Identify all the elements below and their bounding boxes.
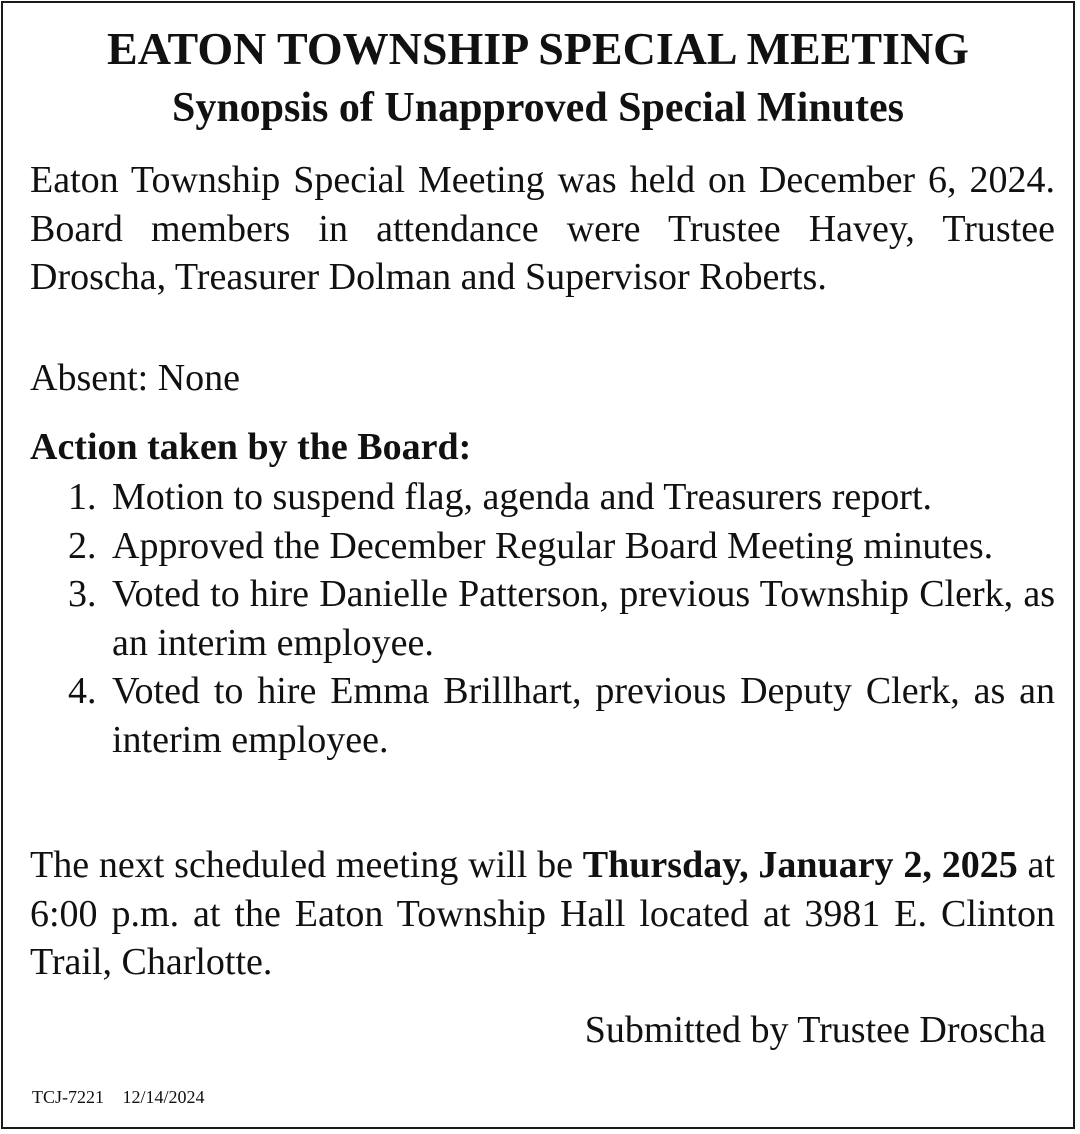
action-text: Voted to hire Emma Brillhart, previous Deputy Clerk, as an interim employee.: [112, 670, 1055, 761]
next-meeting-date: Thursday, January 2, 2025: [582, 844, 1018, 886]
action-item: [30, 570, 1055, 667]
publication-date: 12/14/2024: [122, 1087, 205, 1107]
action-item: [30, 667, 1055, 764]
legal-notice: [1, 1, 1075, 1129]
action-number: 2.: [68, 524, 97, 567]
next-meeting-prefix: The next scheduled meeting will be: [30, 844, 583, 886]
action-item: [30, 522, 1055, 571]
publication-footer: [32, 1085, 205, 1109]
action-heading: Action taken by the Board:: [30, 426, 472, 468]
action-text: Approved the December Regular Board Meeting minutes.: [112, 524, 994, 567]
action-text: Voted to hire Danielle Patterson, previous Township Clerk, as an interim employee.: [112, 573, 1055, 664]
notice-subtitle: Synopsis of Unapproved Special Minutes: [171, 85, 905, 131]
next-meeting-details: at 6:00 p.m. at the Eaton Township Hall located at 3981 E. Clinton Trail, Charlotte.: [30, 844, 1055, 983]
notice-title: EATON TOWNSHIP SPECIAL MEETING: [107, 23, 969, 74]
action-list: [30, 473, 1055, 764]
intro-paragraph: Eaton Township Special Meeting was held on December 6, 2024. Board members in attendance were Trustee Havey, Trustee Droscha, Treasurer Dolman and Supervisor Roberts.: [30, 159, 1055, 298]
absent-line: Absent: None: [30, 357, 241, 399]
action-number: 4.: [68, 670, 97, 712]
action-text: Motion to suspend flag, agenda and Treasurers report.: [112, 476, 933, 518]
action-number: 1.: [68, 476, 97, 518]
action-item: [30, 473, 1055, 522]
next-meeting-paragraph: [30, 841, 1055, 987]
action-number: 3.: [68, 573, 97, 615]
submitted-by: Submitted by Trustee Droscha: [584, 1009, 1046, 1051]
publication-code: TCJ-7221: [32, 1087, 104, 1107]
